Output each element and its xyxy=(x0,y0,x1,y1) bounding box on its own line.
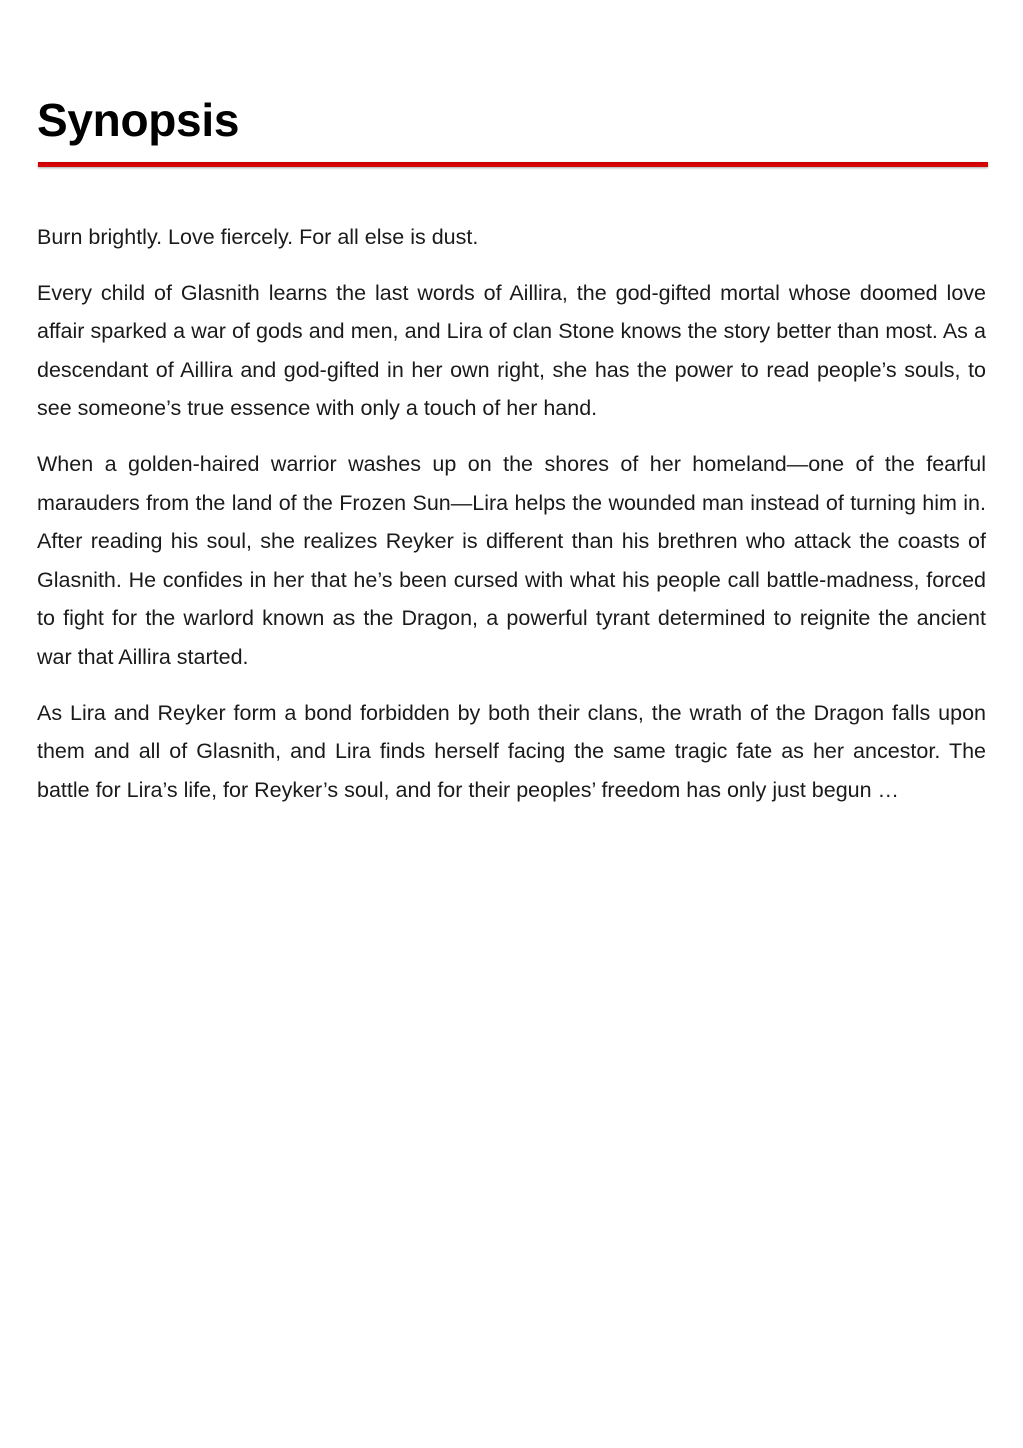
synopsis-paragraph: When a golden-haired warrior washes up on the shores of her homeland—one of the fearful marauders from the land of the Frozen Sun—Lira helps the wounded man instead of turning him in. After reading his soul, she realizes Reyker is different than his brethren who attack the coasts of Glasnith. He confides in her that he’s been cursed with what his people call battle-madness, forced to fight for the warlord known as the Dragon, a powerful tyrant determined to reignite the ancient war that Aillira started. xyxy=(37,451,986,669)
tagline-paragraph: Burn brightly. Love fiercely. For all else is dust. xyxy=(37,225,479,249)
synopsis-paragraph: As Lira and Reyker form a bond forbidden by both their clans, the wrath of the Dragon falls upon them and all of Glasnith, and Lira finds herself facing the same tragic fate as her ancestor. The battle for Lira’s life, for Reyker’s soul, and for their peoples’ freedom has only just begun … xyxy=(37,700,986,802)
page-title: Synopsis xyxy=(37,94,240,146)
synopsis-body xyxy=(37,218,986,826)
synopsis-paragraph: Every child of Glasnith learns the last words of Aillira, the god-gifted mortal whose doomed love affair sparked a war of gods and men, and Lira of clan Stone knows the story better than most. As a descendant of Aillira and god-gifted in her own right, she has the power to read people’s souls, to see someone’s true essence with only a touch of her hand. xyxy=(37,280,986,421)
title-divider xyxy=(38,162,988,167)
